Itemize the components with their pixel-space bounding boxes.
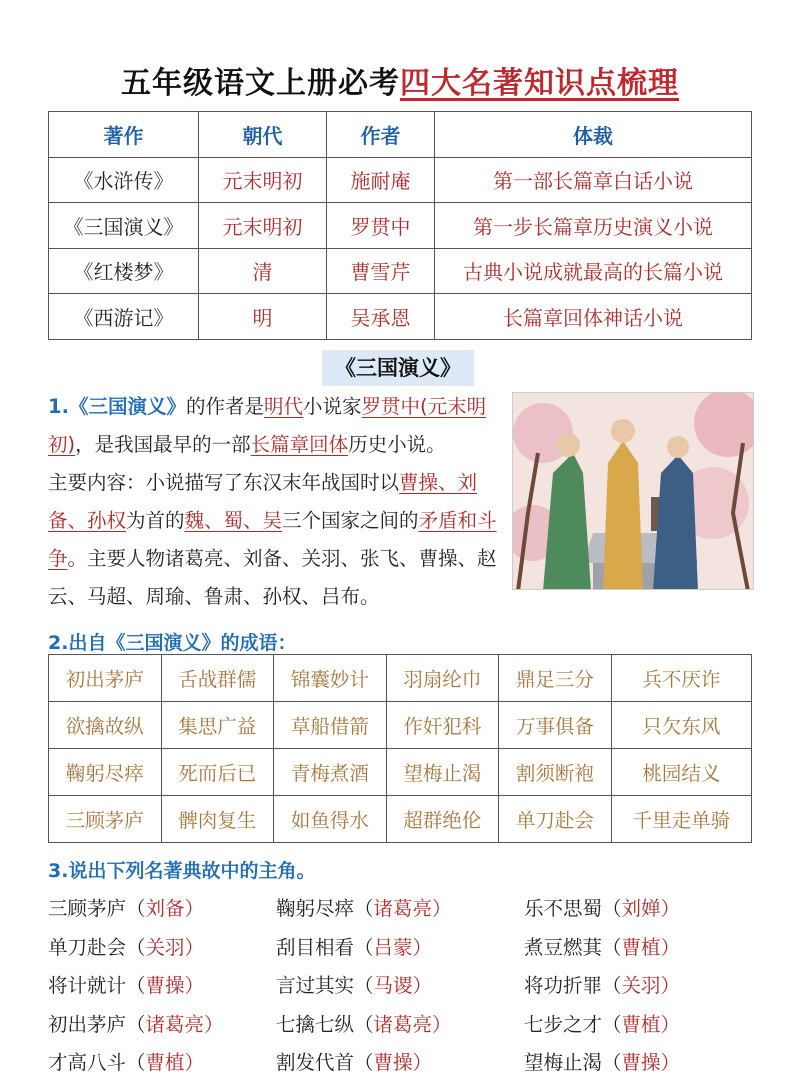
list-item (48, 1047, 276, 1075)
text-segment: 的作者是 (186, 395, 265, 418)
idiom-cell: 割须断袍 (499, 749, 612, 796)
cell-genre: 第一步长篇章历史演义小说 (435, 203, 752, 249)
text-segment: 历史小说。 (348, 433, 446, 456)
bracket: ） (412, 974, 433, 998)
idiom-cell: 如鱼得水 (274, 796, 387, 843)
key-states: 魏、蜀、吴 (184, 509, 283, 532)
peach-garden-oath-illustration (512, 392, 754, 590)
bracket: ） (660, 1012, 681, 1036)
answer: 曹操 (145, 974, 185, 998)
idiom-cell: 鼎足三分 (499, 655, 612, 702)
allusion: 煮豆燃萁（ (524, 935, 622, 959)
bracket: ） (184, 935, 205, 959)
text-segment: 三个国家之间的 (282, 509, 419, 532)
table-row (49, 248, 752, 294)
cell-author: 曹雪芹 (327, 248, 435, 294)
idiom-cell: 锦囊妙计 (274, 655, 387, 702)
idiom-cell: 千里走单骑 (611, 796, 751, 843)
cell-work: 《三国演义》 (49, 203, 199, 249)
answer: 曹植 (621, 1012, 661, 1036)
idiom-cell: 草船借箭 (274, 702, 387, 749)
list-item (524, 1009, 768, 1037)
idiom-cell: 集思广益 (161, 702, 274, 749)
list-item (276, 1009, 524, 1037)
idiom-cell: 鞠躬尽瘁 (49, 749, 162, 796)
text-segment: 曹操、赵云、马超、周瑜、鲁肃、孙权、吕布。 (48, 547, 497, 608)
allusion: 乐不思蜀（ (524, 897, 622, 921)
allusion: 鞠躬尽瘁（ (276, 897, 374, 921)
allusion: 三顾茅庐（ (48, 897, 146, 921)
bracket: ） (660, 935, 681, 959)
table-row (49, 294, 752, 340)
allusion: 望梅止渴（ (524, 1051, 622, 1075)
table-row (49, 796, 752, 843)
cell-work: 《红楼梦》 (49, 248, 199, 294)
idiom-cell: 初出茅庐 (49, 655, 162, 702)
cell-author: 施耐庵 (327, 157, 435, 203)
title-prefix: 五年级语文上册必考 (121, 66, 400, 101)
list-item (48, 932, 276, 960)
page-title (0, 58, 800, 102)
key-leaders: 曹操、刘备、孙权 (48, 471, 478, 532)
header-work: 著作 (49, 112, 199, 158)
answer: 关羽 (621, 974, 661, 998)
allusion: 单刀赴会（ (48, 935, 146, 959)
answer: 关羽 (145, 935, 185, 959)
cell-genre: 长篇章回体神话小说 (435, 294, 752, 340)
title-highlight: 四大名著知识点梳理 (400, 66, 679, 101)
idiom-cell: 望梅止渴 (386, 749, 499, 796)
allusion: 才高八斗（ (48, 1051, 146, 1075)
bracket: ） (412, 935, 433, 959)
allusion: 将功折罪（ (524, 974, 622, 998)
item-number: 1. (48, 395, 69, 418)
cell-dynasty: 清 (199, 248, 327, 294)
bracket: ） (660, 1051, 681, 1075)
idiom-cell: 欲擒故纵 (49, 702, 162, 749)
idiom-cell: 兵不厌诈 (611, 655, 751, 702)
intro-paragraph (48, 388, 508, 616)
list-item (48, 1009, 276, 1037)
bracket: ） (412, 1051, 433, 1075)
key-author: 罗贯中(元末明初) (48, 395, 487, 456)
idiom-cell: 羽扇纶巾 (386, 655, 499, 702)
answer: 吕蒙 (373, 935, 413, 959)
key-dynasty: 明代 (264, 395, 304, 418)
list-item (524, 1047, 768, 1075)
bracket: ） (660, 897, 681, 921)
cell-author: 吴承恩 (327, 294, 435, 340)
bracket: ） (432, 1012, 452, 1036)
protagonists-heading: 3.说出下列名著典故中的主角。 (48, 860, 316, 882)
cell-work: 《西游记》 (49, 294, 199, 340)
bracket: ） (204, 1012, 224, 1036)
list-item (48, 970, 276, 998)
answer: 曹植 (621, 935, 661, 959)
list-item (276, 893, 524, 921)
answer: 刘婵 (621, 897, 661, 921)
allusion: 初出茅庐（ (48, 1012, 146, 1036)
allusion: 将计就计（ (48, 974, 146, 998)
list-item (276, 970, 524, 998)
idiom-cell: 超群绝伦 (386, 796, 499, 843)
text-segment: 小说家 (303, 395, 362, 418)
idiom-cell: 单刀赴会 (499, 796, 612, 843)
cell-dynasty: 明 (199, 294, 327, 340)
header-author: 作者 (327, 112, 435, 158)
list-row (48, 965, 768, 1004)
idiom-cell: 髀肉复生 (161, 796, 274, 843)
allusion: 言过其实（ (276, 974, 374, 998)
answer: 诸葛亮 (373, 1012, 433, 1036)
list-item (276, 1047, 524, 1075)
idiom-cell: 只欠东风 (611, 702, 751, 749)
cell-genre: 古典小说成就最高的长篇小说 (435, 248, 752, 294)
cell-genre: 第一部长篇章白话小说 (435, 157, 752, 203)
idiom-cell: 作奸犯科 (386, 702, 499, 749)
answer: 诸葛亮 (373, 897, 433, 921)
table-row (49, 157, 752, 203)
cell-author: 罗贯中 (327, 203, 435, 249)
text-segment: 主要内容：小说描写了东汉末年战国时以 (48, 471, 400, 494)
answer: 诸葛亮 (145, 1012, 205, 1036)
protagonists-list (48, 888, 768, 1077)
list-item (524, 893, 768, 921)
idiom-cell: 万事俱备 (499, 702, 612, 749)
key-conflict: 矛盾和斗争 (48, 509, 497, 570)
list-item (276, 932, 524, 960)
idiom-cell: 桃园结义 (611, 749, 751, 796)
idiom-cell: 三顾茅庐 (49, 796, 162, 843)
cell-dynasty: 元末明初 (199, 157, 327, 203)
header-genre: 体裁 (435, 112, 752, 158)
idiom-cell: 舌战群儒 (161, 655, 274, 702)
text-segment: ，是我国最早的一部 (75, 433, 251, 456)
classics-info-table (48, 111, 752, 340)
answer: 刘备 (145, 897, 185, 921)
bracket: ） (184, 897, 205, 921)
key-genre: 长篇章回体 (250, 433, 349, 456)
text-segment: 为首的 (126, 509, 185, 532)
book-name: 《三国演义》 (68, 395, 186, 418)
bracket: ） (432, 897, 452, 921)
table-row (49, 702, 752, 749)
list-row (48, 927, 768, 966)
list-item (524, 970, 768, 998)
table-header-row (49, 112, 752, 158)
cell-dynasty: 元末明初 (199, 203, 327, 249)
idiom-cell: 死而后已 (161, 749, 274, 796)
allusion: 七步之才（ (524, 1012, 622, 1036)
allusion: 七擒七纵（ (276, 1012, 374, 1036)
idioms-heading: 2.出自《三国演义》的成语： (48, 632, 297, 654)
table-row (49, 655, 752, 702)
bracket: ） (184, 974, 205, 998)
text-segment: 。主要人物诸葛亮、刘备、关羽、张飞、 (67, 547, 419, 570)
list-row (48, 888, 768, 927)
list-item (48, 893, 276, 921)
answer: 曹操 (373, 1051, 413, 1075)
answer: 曹植 (145, 1051, 185, 1075)
allusion: 割发代首（ (276, 1051, 374, 1075)
bracket: ） (184, 1051, 205, 1075)
allusion: 刮目相看（ (276, 935, 374, 959)
answer: 曹操 (621, 1051, 661, 1075)
list-row (48, 1042, 768, 1077)
answer: 马谡 (373, 974, 413, 998)
section-title: 《三国演义》 (322, 350, 474, 386)
list-row (48, 1004, 768, 1043)
idiom-cell: 青梅煮酒 (274, 749, 387, 796)
header-dynasty: 朝代 (199, 112, 327, 158)
cell-work: 《水浒传》 (49, 157, 199, 203)
list-item (524, 932, 768, 960)
idioms-table (48, 654, 752, 843)
table-row (49, 749, 752, 796)
bracket: ） (660, 974, 681, 998)
table-row (49, 203, 752, 249)
